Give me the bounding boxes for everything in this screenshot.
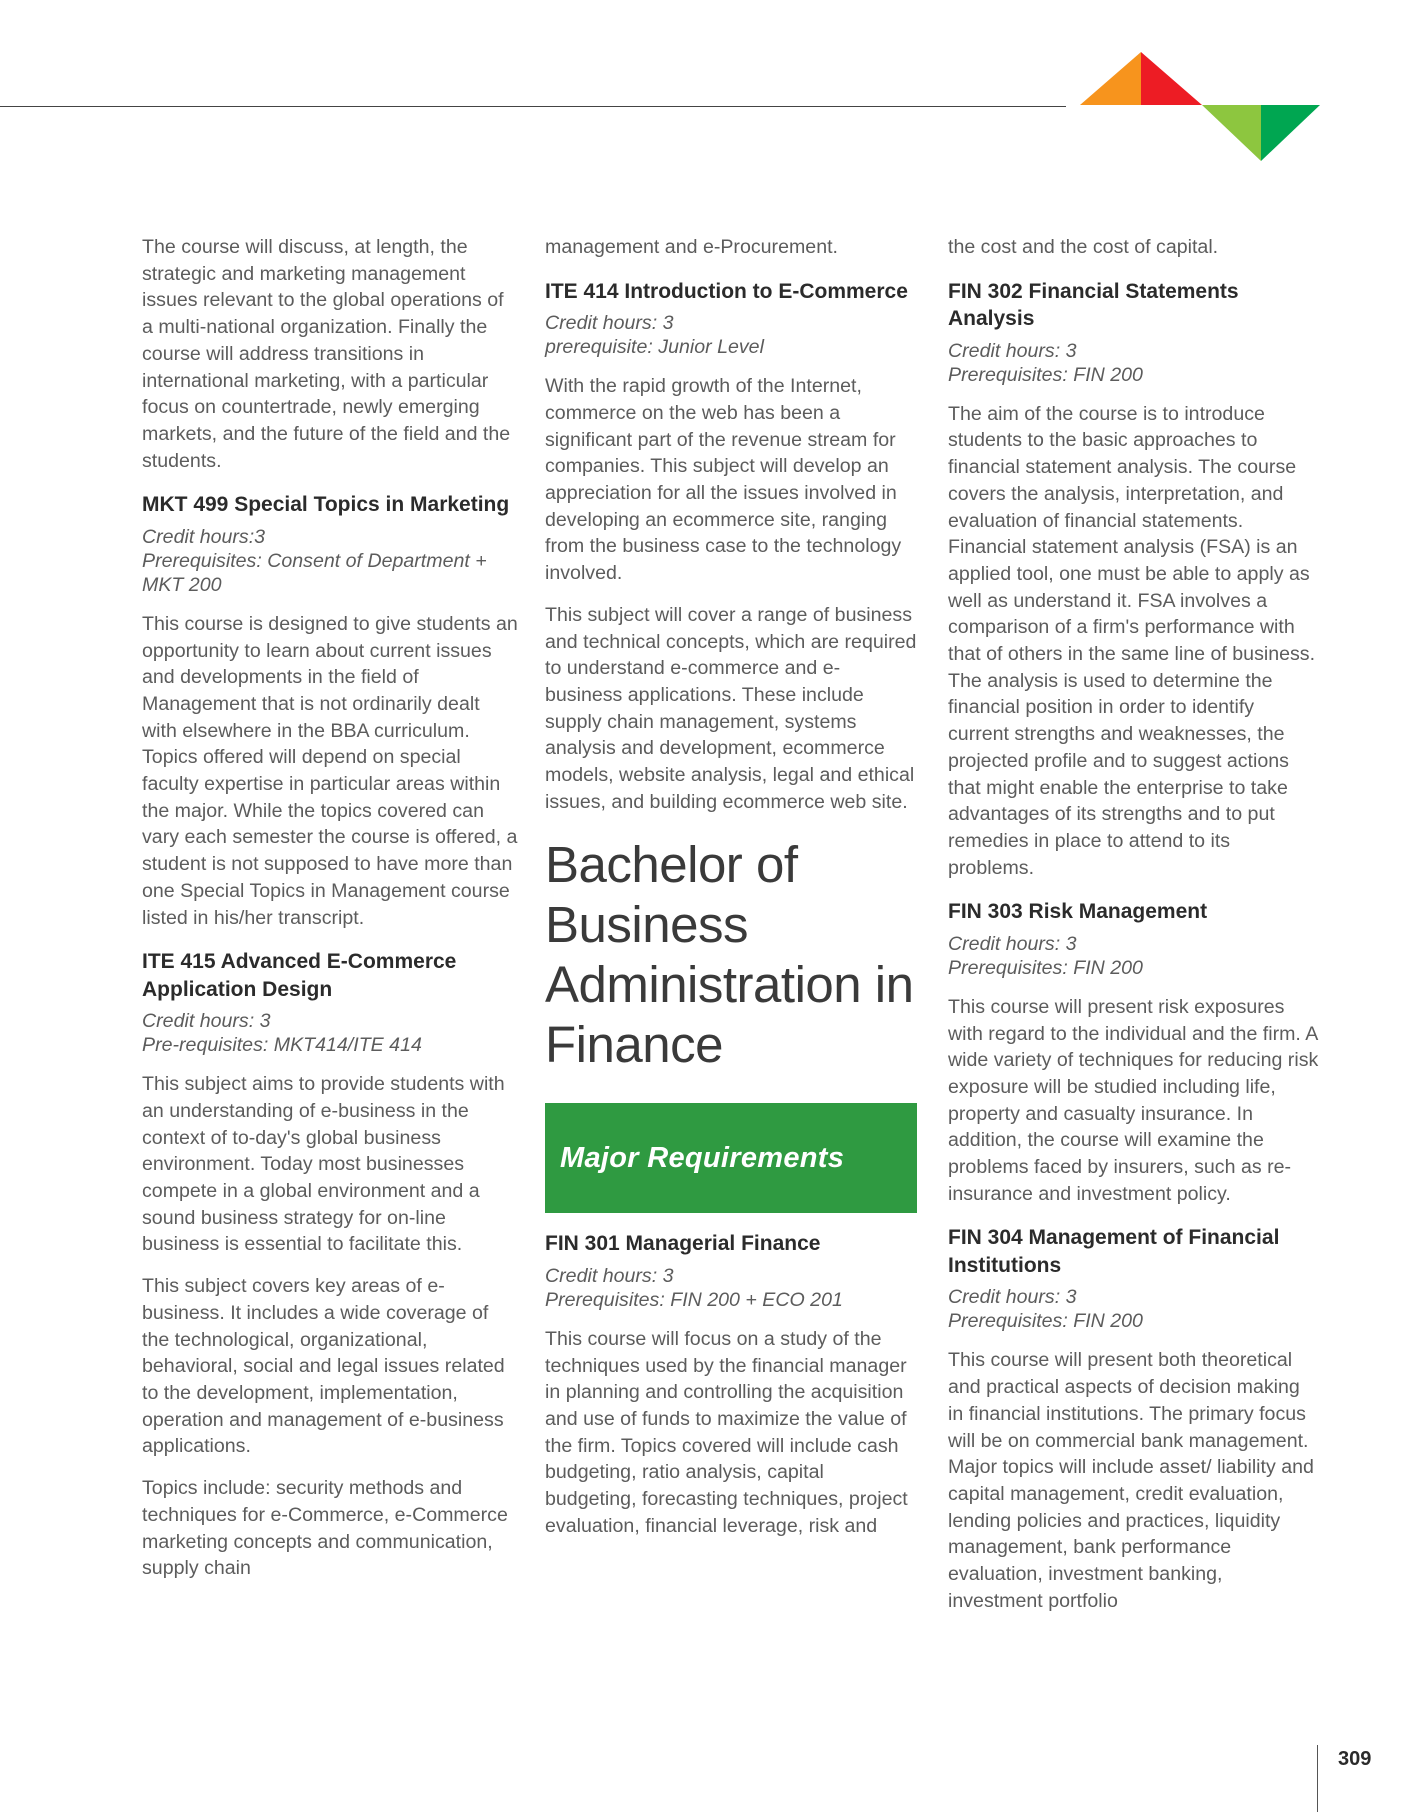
logo-green-triangle <box>1261 105 1320 161</box>
prerequisites: Prerequisites: FIN 200 + ECO 201 <box>545 1288 843 1311</box>
prerequisites: Prerequisites: FIN 200 <box>948 1310 1143 1333</box>
column-1 <box>142 234 518 1597</box>
prerequisites: Prerequisites: Consent of Department + MKT 200 <box>142 549 487 596</box>
banner-label: Major Requirements <box>560 1141 845 1174</box>
course-title-fin303: FIN 303 Risk Management <box>948 900 1208 924</box>
page-number-divider <box>1317 1745 1318 1812</box>
course-description-mkt499: This course is designed to give students an opportunity to learn about current issues and developments in the field of Management that is not ordinarily dealt with elsewhere in the BBA curriculum. Topics offered will depend on special faculty expertise in particular areas within the major. While the topics covered can vary each semester the course is offered, a student is not supposed to have more than one Special Topics in Management course listed in his/her transcript. <box>142 612 518 929</box>
course-meta-fin302 <box>948 339 1320 387</box>
course-meta-mkt499 <box>142 525 518 597</box>
intro-paragraph: The course will discuss, at length, the strategic and marketing management issues relevant to the global operations of a multi-national organization. Finally the course will address transitions in international marketing, with a particular focus on countertrade, newly emerging markets, and the future of the field and the students. <box>142 236 511 472</box>
section-heading: Bachelor of Business Administration in Finance <box>545 836 914 1074</box>
course-description-fin301: This course will focus on a study of the techniques used by the financial manager in planning and controlling the acquisition and use of funds to maximize the value of the firm. Topics covered will include cash budgeting, ratio analysis, capital budgeting, forecasting techniques, project evaluation, financial leverage, risk and <box>545 1327 908 1537</box>
course-title-fin304: FIN 304 Management of Financial Institutions <box>948 1226 1280 1277</box>
credit-hours: Credit hours: 3 <box>545 1264 674 1287</box>
course-description-ite414-2: This subject will cover a range of business and technical concepts, which are required to understand e-commerce and e-business applications. These include supply chain management, systems analysis and development, ecommerce models, website analysis, legal and ethical issues, and building ecommerce web site. <box>545 603 917 813</box>
credit-hours: Credit hours: 3 <box>545 312 674 335</box>
prerequisites: Prerequisites: FIN 200 <box>948 363 1143 386</box>
course-meta-fin304 <box>948 1285 1320 1333</box>
course-meta-fin303 <box>948 932 1320 980</box>
triangle-logo-icon <box>1080 50 1320 165</box>
logo-lime-triangle <box>1202 105 1261 161</box>
logo-red-triangle <box>1141 52 1202 105</box>
credit-hours: Credit hours: 3 <box>948 339 1077 362</box>
header-rule <box>0 106 1066 107</box>
column-2 <box>545 234 917 1555</box>
page-number: 309 <box>1338 1748 1372 1770</box>
major-requirements-banner <box>545 1103 917 1213</box>
prerequisites: Prerequisites: FIN 200 <box>948 956 1143 979</box>
course-description-ite415-2: This subject covers key areas of e-business. It includes a wide coverage of the technological, organizational, behavioral, social and legal issues related to the development, implementation, operation and management of e-business applications. <box>142 1275 505 1458</box>
course-description-ite414-1: With the rapid growth of the Internet, commerce on the web has been a significant part of the revenue stream for companies. This subject will develop an appreciation for all the issues involved in developing an ecommerce site, ranging from the business case to the technology involved. <box>545 375 902 585</box>
course-title-fin301: FIN 301 Managerial Finance <box>545 1232 821 1256</box>
credit-hours: Credit hours: 3 <box>948 1286 1077 1309</box>
course-title-ite414: ITE 414 Introduction to E-Commerce <box>545 279 908 303</box>
course-description-fin304: This course will present both theoretical and practical aspects of decision making in financial institutions. The primary focus will be on commercial bank management. Major topics will include asset/ liability and capital management, credit evaluation, lending policies and practices, liquidity management, bank performance evaluation, investment banking, investment portfolio <box>948 1349 1314 1612</box>
credit-hours: Credit hours: 3 <box>948 932 1077 955</box>
continued-paragraph: management and e-Procurement. <box>545 236 838 258</box>
course-description-ite415-3: Topics include: security methods and techniques for e-Commerce, e-Commerce marketing concepts and communication, supply chain <box>142 1477 508 1580</box>
continued-paragraph: the cost and the cost of capital. <box>948 236 1219 258</box>
prerequisites: prerequisite: Junior Level <box>545 336 764 359</box>
credit-hours: Credit hours:3 <box>142 525 266 548</box>
course-description-fin303: This course will present risk exposures with regard to the individual and the firm. A wide variety of techniques for reducing risk exposure will be studied including life, property and casualty insurance. In addition, the course will examine the problems faced by insurers, such as re-insurance and investment policy. <box>948 995 1319 1205</box>
course-meta-ite414 <box>545 311 917 359</box>
course-title-ite415: ITE 415 Advanced E-Commerce Application Design <box>142 950 457 1001</box>
course-meta-ite415 <box>142 1009 518 1057</box>
course-description-fin302: The aim of the course is to introduce students to the basic approaches to financial statement analysis. The course covers the analysis, interpretation, and evaluation of financial statements. Financial statement analysis (FSA) is an applied tool, one must be able to apply as well as understand it. FSA involves a comparison of a firm's performance with that of others in the same line of business. The analysis is used to determine the financial position in order to identify current strengths and weaknesses, the projected profile and to suggest actions that might enable the enterprise to take advantages of its strengths and to put remedies in place to attend to its problems. <box>948 402 1316 879</box>
course-description-ite415-1: This subject aims to provide students with an understanding of e-business in the context of to-day's global business environment. Today most businesses compete in a global environment and a sound business strategy for on-line business is essential to facilitate this. <box>142 1073 505 1256</box>
logo-orange-triangle <box>1080 52 1141 105</box>
course-title-fin302: FIN 302 Financial Statements Analysis <box>948 279 1239 331</box>
credit-hours: Credit hours: 3 <box>142 1010 271 1033</box>
prerequisites: Pre-requisites: MKT414/ITE 414 <box>142 1034 422 1057</box>
course-title-mkt499: MKT 499 Special Topics in Marketing <box>142 493 510 517</box>
column-3 <box>948 234 1320 1630</box>
course-meta-fin301 <box>545 1264 917 1312</box>
